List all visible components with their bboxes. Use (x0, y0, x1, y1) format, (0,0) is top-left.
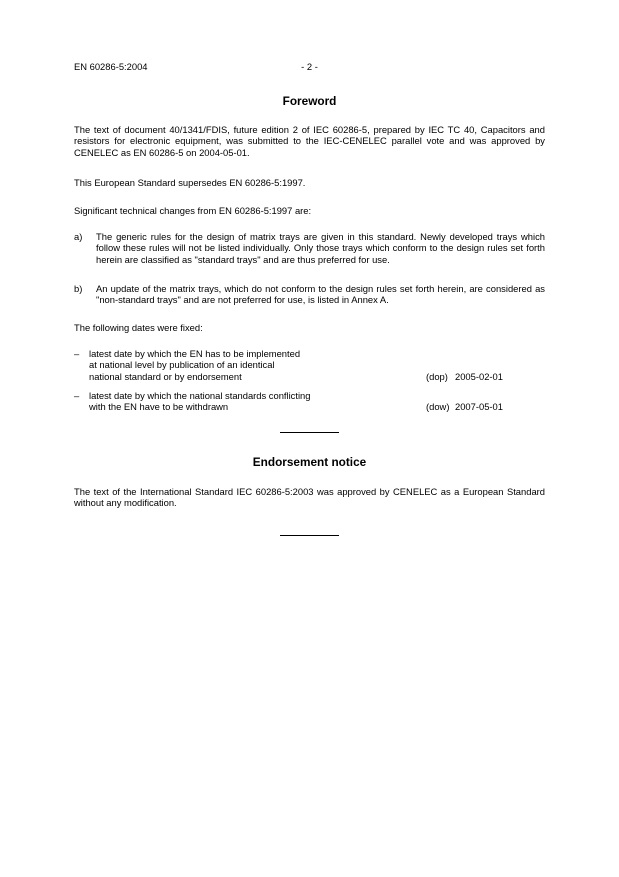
dates-intro: The following dates were fixed: (74, 322, 203, 333)
foreword-paragraph-2: This European Standard supersedes EN 60286-5:1997. (74, 177, 306, 188)
change-item-text: The generic rules for the design of matrix trays are given in this standard. Newly developed trays which follow these rules will not be listed individually. Only those trays which conform to the design rules set forth herein are classified as "standard trays" and are thus preferred for use. (96, 231, 545, 265)
date-item-line: latest date by which the national standards conflicting (89, 390, 311, 401)
endorsement-paragraph: The text of the International Standard IEC 60286-5:2003 was approved by CENELEC as a European Standard without any modification. (74, 486, 545, 509)
list-dash: – (74, 390, 80, 401)
list-dash: – (74, 348, 80, 359)
date-value: 2007-05-01 (455, 401, 503, 413)
foreword-paragraph-3: Significant technical changes from EN 60286-5:1997 are: (74, 205, 312, 216)
section-divider (280, 535, 339, 536)
header-page-number: - 2 - (301, 61, 318, 72)
date-item-line: at national level by publication of an identical (89, 359, 275, 371)
foreword-heading: Foreword (282, 94, 337, 108)
change-item-text: An update of the matrix trays, which do not conform to the design rules set forth herein, are considered as "non-standard trays" and are not preferred for use, is listed in Annex A. (96, 283, 545, 306)
date-item-description (89, 390, 389, 413)
date-item-line: national standard or by endorsement (89, 370, 242, 382)
date-ref-code: (dow) (426, 401, 450, 413)
list-marker: b) (74, 283, 83, 294)
date-item-line: latest date by which the EN has to be implemented (89, 348, 301, 359)
date-item-description (89, 348, 389, 382)
section-divider (280, 432, 339, 433)
foreword-paragraph-1: The text of document 40/1341/FDIS, future edition 2 of IEC 60286-5, prepared by IEC TC 40, Capacitors and resistors for electronic equipment, was submitted to the IEC-CENELEC parallel vote and was approved by CENELEC as EN 60286-5 on 2004-05-01. (74, 124, 545, 158)
list-marker: a) (74, 231, 83, 242)
date-item-line: with the EN have to be withdrawn (89, 401, 229, 413)
header-document-id: EN 60286-5:2004 (74, 61, 148, 72)
date-ref-code: (dop) (426, 371, 448, 382)
endorsement-heading: Endorsement notice (252, 455, 367, 469)
date-value: 2005-02-01 (455, 371, 503, 382)
